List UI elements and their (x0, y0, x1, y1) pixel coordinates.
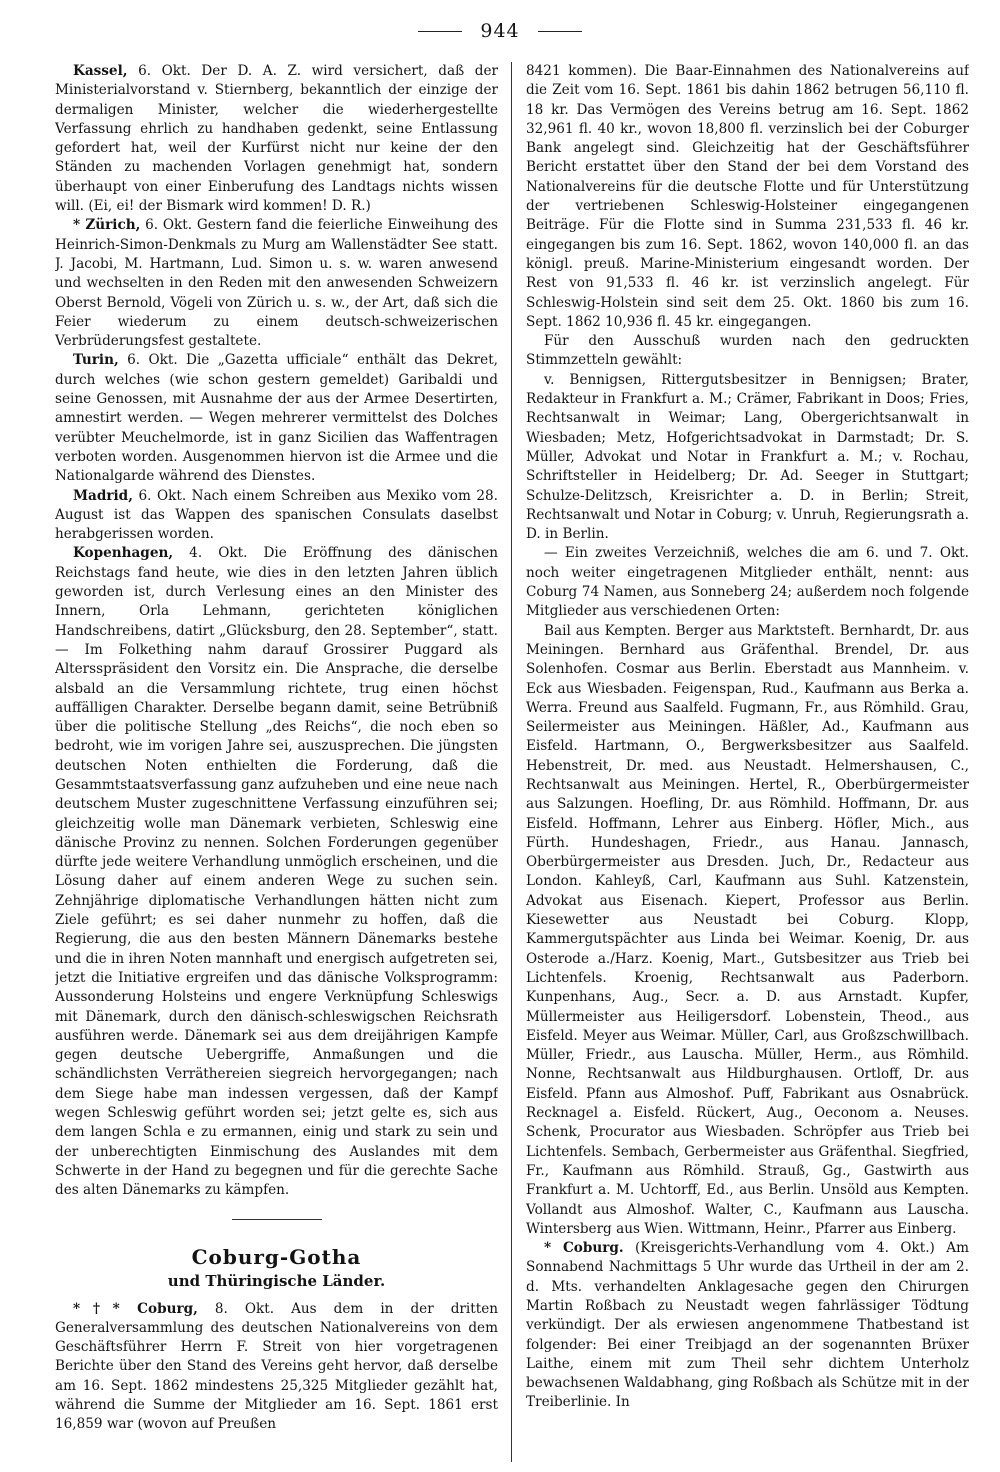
section-subtitle: und Thüringische Länder. (167, 1271, 386, 1290)
dateline: * Coburg. (544, 1240, 624, 1257)
article-text: 4. Okt. Die Eröffnung des dänischen Reichstags fand heute, wie dies in den letzten Jahren üblich geworden ist, durch Verlesung eines an den Minister des Innern, Orla Lehmann, gerichteten königlichen Handschreibens, datirt „Glücksburg, den 28. September“, statt. — Im Folkething nahm darauf Grossirer Puggard als Altersspräsident den Vorsitz ein. Die Ansprache, die derselbe alsbald an die Versammlung richtete, trug einen höchst auffälligen Charakter. Derselbe begann damit, seine Betrübniß über die politische Stellung „des Reichs“, die noch eben so bedroht, wie im vorigen Jahre sei, auszusprechen. Die jüngsten deutschen Noten enthielten die Forderung, daß die Gesammtstaatsverfassung ganz aufzuheben und eine neue nach deutschem Muster zugeschnittene Verfassung einzuführen sei; gleichzeitig wolle man Dänemark verbieten, Schleswig eine dänische Provinz zu nennen. Solchen Forderungen gegenüber dürfte jede weitere Verhandlung unmöglich erscheinen, und die Lösung daher auf einem anderen Wege zu suchen sein. Zehnjährige diplomatische Verhandlungen hätten nicht zum Ziele geführt; es sei daher nunmehr zu hoffen, daß die Regierung, die aus den besten Männern Dänemarks bestehe und die in ihren Noten mannhaft und energisch aufgetreten sei, jetzt die Initiative ergreifen und das dänische Volksprogramm: Aussonderung Holsteins und engere Verknüpfung Schleswigs mit Dänemark, durch den dänisch-schleswigschen Reichsrath ausführen werde. Dänemark sei aus dem dreijährigen Kampfe gegen deutsche Uebergriffe, Anmaßungen und die schändlichsten Verräthereien siegreich hervorgegangen; nach dem Siege habe man indessen vergessen, daß der Kampf wegen Schleswig geführt worden sei; jetzt gelte es, sich aus dem langen Schla e zu ermannen, einig und stark zu sein und der unberechtigten Einmischung des Auslandes mit dem Schwerte in der Hand zu begegnen und für die gerechte Sache des alten Dänemarks zu kämpfen. (55, 545, 498, 1199)
article-text: 6. Okt. Gestern fand die feierliche Einweihung des Heinrich-Simon-Denkmals zu Murg am Wallenstädter See statt. J. Jacobi, M. Hartmann, Lud. Simon u. s. w. waren anwesend und wechselten in den Reden mit den anwesenden Schweizern Oberst Bernold, Vögeli von Zürich u. s. w., der Art, daß sich die Feier wiederum zu einem deutsch-schweizerischen Verbrüderungsfest gestaltete. (55, 217, 498, 350)
section-title: Coburg-Gotha (191, 1244, 362, 1269)
right-column (526, 62, 969, 1464)
article-turin (55, 351, 498, 486)
dateline: Madrid, (73, 487, 133, 504)
article-coburg-court (526, 1239, 969, 1413)
dateline: Kassel, (73, 63, 128, 79)
header-rule-left (418, 31, 462, 32)
column-divider (511, 62, 512, 1462)
left-column (55, 62, 498, 1464)
committee-intro: Für den Ausschuß wurden nach den gedruckten Stimmzetteln gewählt: (526, 333, 969, 369)
header-rule-right (538, 31, 582, 32)
page-header (0, 16, 1000, 46)
committee-list: v. Bennigsen, Rittergutsbesitzer in Bennigsen; Brater, Redakteur in Frankfurt a. M.; Crämer, Fabrikant in Doos; Fries, Rechtsanwalt in Weimar; Lang, Obergerichtsanwalt in Wiesbaden; Metz, Hofgerichtsadvokat in Darmstadt; Dr. S. Müller, Advokat und Notar in Frankfurt a. M.; v. Rochau, Schriftsteller in Heidelberg; Dr. Ad. Seeger in Stuttgart; Schulze-Delitzsch, Kreisrichter a. D. in Berlin; Streit, Rechtsanwalt und Notar in Coburg; v. Unruh, Regierungsrath a. D. in Berlin. (526, 371, 969, 543)
member-list: Bail aus Kempten. Berger aus Marktsteft. Bernhardt, Dr. aus Meiningen. Bernhard aus Gräfenthal. Brendel, Dr. aus Solenhofen. Cosmar aus Berlin. Eberstadt aus Mannheim. v. Eck aus Wiesbaden. Feigenspan, Rud., Kaufmann aus Berka a. Werra. Freund aus Saalfeld. Fugmann, Fr., aus Römhild. Grau, Seilermeister aus Meiningen. Häßler, Ad., Kaufmann aus Eisfeld. Hartmann, O., Bergwerksbesitzer aus Saalfeld. Hebenstreit, Dr. med. aus Neustadt. Helmershausen, C., Rechtsanwalt aus Meiningen. Hertel, R., Oberbürgermeister aus Salzungen. Hoefling, Dr. aus Römhild. Hoffmann, Dr. aus Eisfeld. Hoffmann, Lehrer aus Einberg. Höfler, Mich., aus Fürth. Hundeshagen, Friedr., aus Hanau. Jannasch, Oberbürgermeister aus Dresden. Juch, Dr., Redacteur aus London. Kahleyß, Carl, Kaufmann aus Suhl. Katzenstein, Advokat aus Eisenach. Kiepert, Professor aus Berlin. Kiesewetter aus Neustadt bei Coburg. Klopp, Kammergutspächter aus Linda bei Weimar. Koenig, Dr. aus Osterode a./Harz. Koenig, Mart., Gutsbesitzer aus Trieb bei Lichtenfels. Kroenig, Rechtsanwalt aus Paderborn. Kunpenhans, Aug., Secr. a. D. aus Arnstadt. Kupfer, Müllermeister aus Heiligersdorf. Lobenstein, Theod., aus Eisfeld. Meyer aus Weimar. Müller, Carl, aus Großzschwillbach. Müller, Friedr., aus Lauscha. Müller, Herm., aus Römhild. Nonne, Rechtsanwalt aus Hildburghausen. Ortloff, Dr. aus Eisfeld. Pfann aus Almoshof. Puff, Fabrikant aus Osnabrück. Recknagel a. Eisfeld. Rückert, Aug., Oeconom a. Neuses. Schenk, Procurator aus Wiesbaden. Schröpfer aus Trieb bei Lichtenfels. Sembach, Gerbermeister aus Gräfenthal. Siegfried, Fr., Kaufmann aus Römhild. Strauß, Gg., Gastwirth aus Frankfurt a. M. Uchtorff, Ed., aus Berlin. Unsöld aus Kempten. Vollandt aus Almoshof. Walter, C., Kaufmann aus Lauscha. Wintersberg aus Wien. Wittmann, Heinr., Pfarrer aus Einberg. (526, 622, 969, 1237)
dateline: *†* Coburg, (73, 1300, 198, 1317)
article-kassel (55, 62, 498, 216)
article-text: 8. Okt. Aus dem in der dritten Generalversammlung des deutschen Nationalvereins von dem Geschäftsführer Herrn F. Streit von hier vorgetragenen Berichte über den Stand des Vereins geht hervor, daß derselbe am 16. Sept. 1862 mindestens 25,325 Mitglieder gezählt hat, während die Summe der Mitglieder am 16. Sept. 1861 erst 16,859 war (wovon auf Preußen (55, 1300, 498, 1433)
article-text: 6. Okt. Die „Gazetta ufficiale“ enthält das Dekret, durch welches (wie schon gestern gemeldet) Garibaldi und seine Genossen, mit Ausnahme der aus der Armee Desertirten, amnestirt werden. — Wegen mehrerer vermittelst des Dolches verübter Meuchelmorde, ist in ganz Sicilien das Waffentragen verboten worden. Ausgenommen hiervon ist die Armee und die Nationalgarde während des Dienstes. (55, 352, 498, 485)
dateline: Kopenhagen, (73, 545, 174, 562)
article-zuerich (55, 216, 498, 351)
article-madrid (55, 487, 498, 545)
second-list-intro: — Ein zweites Verzeichniß, welches die am 6. und 7. Okt. noch weiter eingetragenen Mitglieder enthält, nennt: aus Coburg 74 Namen, aus Sonneberg 24; außerdem noch folgende Mitglieder aus verschiedenen Orten: (526, 545, 969, 620)
section-divider (232, 1219, 322, 1220)
article-text: 6. Okt. Der D. A. Z. wird versichert, daß der Ministerialvorstand v. Stiernberg, bekanntlich der einzige der dermaligen Minister, welcher die wiederhergestellte Verfassung ehrlich zu handhaben gedenkt, seine Entlassung gefordert hat, weil der Kurfürst nicht nur keine der den Ständen zu machenden Vorlagen genehmigt hat, sondern überhaupt von einer Einberufung des Landtags nichts wissen will. (Ei, ei! der Bismark wird kommen! D. R.) (55, 63, 498, 215)
dateline: Turin, (73, 352, 119, 369)
page-number: 944 (480, 20, 520, 42)
dateline: * Zürich, (73, 217, 141, 234)
article-coburg-nationalverein (55, 1300, 498, 1435)
article-text: (Kreisgerichts-Verhandlung vom 4. Okt.) Am Sonnabend Nachmittags 5 Uhr wurde das Urtheil in der am 2. d. Mts. verhandelten Anklagesache gegen den Chirurgen Martin Roßbach zu Neustadt wegen fahrlässiger Tödtung verkündigt. Der als erwiesen angenommene Thatbestand ist folgender: Bei einer Treibjagd an der sogenannten Brüxer Laithe, einem mit zum Theil sehr dichtem Unterholz bewachsenen Waldabhang, ging Roßbach als Schütze mit in der Treiberlinie. In (526, 1240, 969, 1411)
article-text: 6. Okt. Nach einem Schreiben aus Mexiko vom 28. August ist das Wappen des spanischen Consulats daselbst herabgerissen worden. (55, 487, 498, 543)
article-kopenhagen (55, 544, 498, 1200)
article-continuation: 8421 kommen). Die Baar-Einnahmen des Nationalvereins auf die Zeit vom 16. Sept. 1861 bis dahin 1862 betrugen 56,110 fl. 18 kr. Das Vermögen des Vereins betrug am 16. Sept. 1862 32,961 fl. 40 kr., wovon 18,800 fl. verzinslich bei der Coburger Bank angelegt sind. Gleichzeitig hat der Geschäftsführer Bericht erstattet über den Stand der bei dem Vorstand des Nationalvereins für die deutsche Flotte und für Unterstützung der vertriebenen Schleswig-Holsteiner eingegangenen Beiträge. Für die Flotte sind in Summa 231,533 fl. 46 kr. eingegangen bis zum 16. Sept. 1862, wovon 140,000 fl. an das königl. preuß. Marine-Ministerium eingesandt worden. Der Rest von 91,533 fl. 46 kr. ist verzinslich angelegt. Für Schleswig-Holstein sind seit dem 25. Okt. 1860 bis zum 16. Sept. 1862 10,936 fl. 45 kr. eingegangen. (526, 63, 969, 330)
